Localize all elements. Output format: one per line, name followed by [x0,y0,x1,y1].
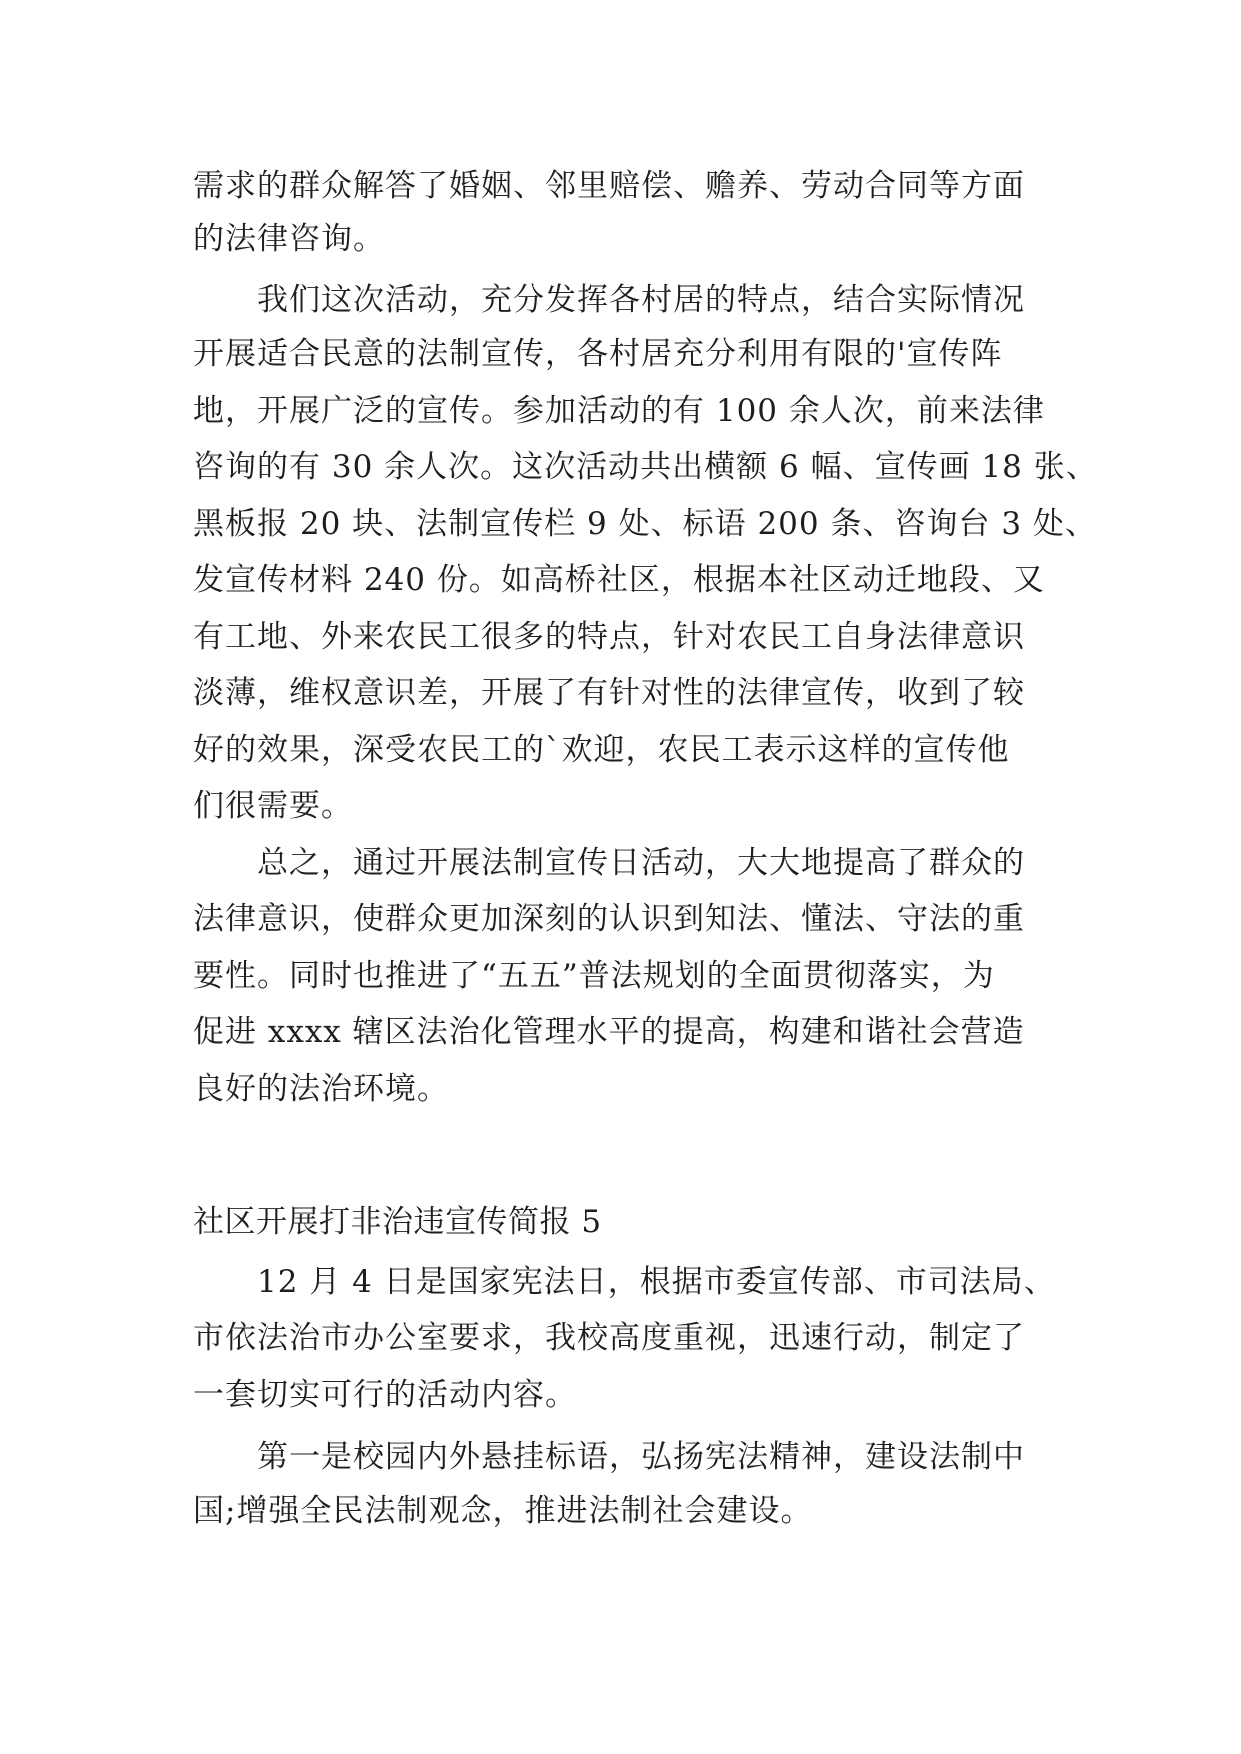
paragraph-line: 总之，通过开展法制宣传日活动，大大地提高了群众的 [257,845,1025,881]
paragraph-line: 市依法治市办公室要求，我校高度重视，迅速行动，制定了 [193,1320,1025,1356]
paragraph-line: 12 月 4 日是国家宪法日，根据市委宣传部、市司法局、 [257,1264,1056,1300]
section-title: 社区开展打非治违宣传简报 5 [193,1204,602,1240]
paragraph-line: 发宣传材料 240 份。如高桥社区，根据本社区动迁地段、又 [193,562,1045,598]
paragraph-line: 良好的法治环境。 [193,1071,449,1107]
paragraph-line: 法律意识，使群众更加深刻的认识到知法、懂法、守法的重 [193,901,1025,937]
paragraph-line: 我们这次活动，充分发挥各村居的特点，结合实际情况 [257,282,1025,318]
paragraph-line: 们很需要。 [193,788,353,824]
paragraph-line: 的法律咨询。 [193,221,385,257]
paragraph-line: 国;增强全民法制观念，推进法制社会建设。 [193,1493,813,1529]
paragraph-line: 黑板报 20 块、法制宣传栏 9 处、标语 200 条、咨询台 3 处、 [193,506,1097,542]
paragraph-line: 需求的群众解答了婚姻、邻里赔偿、赡养、劳动合同等方面 [193,168,1025,204]
paragraph-line: 咨询的有 30 余人次。这次活动共出横额 6 幅、宣传画 18 张、 [193,449,1098,485]
paragraph-line: 淡薄，维权意识差，开展了有针对性的法律宣传，收到了较 [193,675,1025,711]
paragraph-line: 第一是校园内外悬挂标语，弘扬宪法精神，建设法制中 [257,1439,1025,1475]
paragraph-line: 地，开展广泛的宣传。参加活动的有 100 余人次，前来法律 [193,393,1045,429]
paragraph-line: 有工地、外来农民工很多的特点，针对农民工自身法律意识 [193,619,1025,655]
paragraph-line: 要性。同时也推进了“五五”普法规划的全面贯彻落实，为 [193,958,995,994]
paragraph-line: 促进 xxxx 辖区法治化管理水平的提高，构建和谐社会营造 [193,1014,1025,1050]
paragraph-line: 开展适合民意的法制宣传，各村居充分利用有限的'宣传阵 [193,336,1003,372]
paragraph-line: 好的效果，深受农民工的`欢迎，农民工表示这样的宣传他 [193,732,1010,768]
paragraph-line: 一套切实可行的活动内容。 [193,1377,577,1413]
